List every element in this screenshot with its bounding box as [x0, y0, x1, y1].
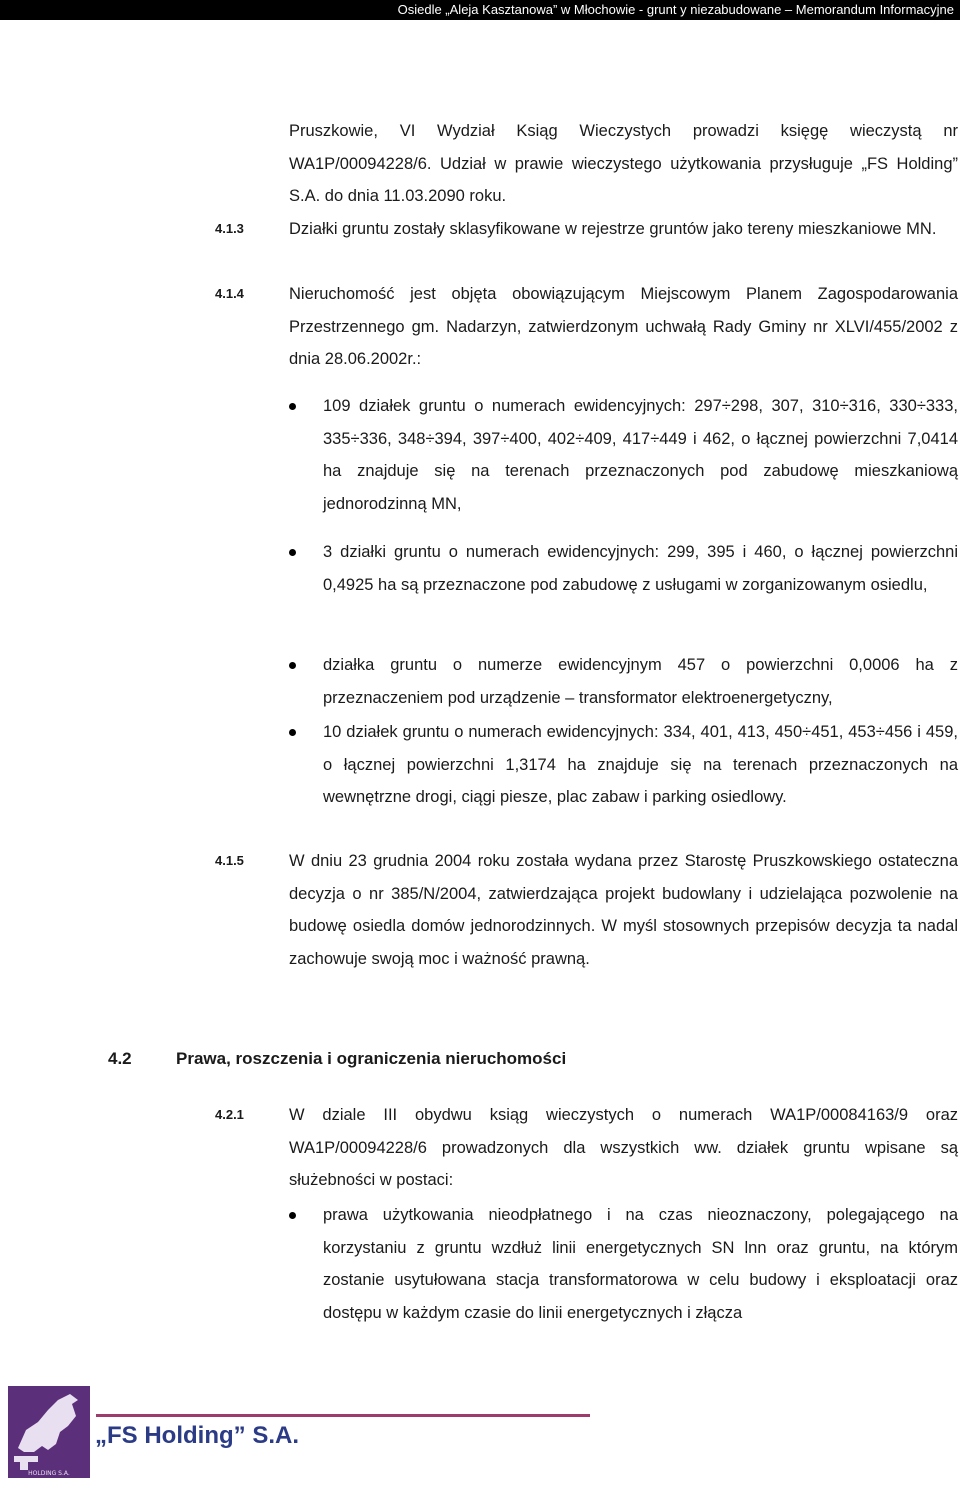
list-item-text: działka gruntu o numerze ewidencyjnym 457 o powierzchni 0,0006 ha z przeznaczeniem pod urządzenie – transformator elektroenergetyczny,	[323, 656, 958, 707]
list-item	[289, 649, 958, 714]
list-item	[289, 716, 958, 814]
section-number-4-2-1: 4.2.1	[215, 1107, 244, 1122]
bullet-icon	[289, 729, 296, 736]
section-number-4-1-5: 4.1.5	[215, 853, 244, 868]
bull-logo-icon	[8, 1386, 90, 1478]
paragraph-4-2-1: W dziale III obydwu ksiąg wieczystych o numerach WA1P/00084163/9 oraz WA1P/00094228/6 prowadzonych dla wszystkich ww. działek gruntu wpisane są służebności w postaci:	[289, 1106, 958, 1190]
page-header	[0, 0, 960, 20]
list-item	[289, 536, 958, 601]
section-number-4-1-3: 4.1.3	[215, 221, 244, 236]
section-number-4-1-4: 4.1.4	[215, 286, 244, 301]
header-title: Osiedle „Aleja Kasztanowa” w Młochowie - grunt y niezabudowane – Memorandum Informacyjne	[397, 2, 954, 17]
section-number-4-2: 4.2	[108, 1049, 132, 1068]
list-item-text: 109 działek gruntu o numerach ewidencyjnych: 297÷298, 307, 310÷316, 330÷333, 335÷336, 348÷394, 397÷400, 402÷409, 417÷449 i 462, o łącznej powierzchni 7,0414 ha znajduje się na terenach przeznaczonych pod zabudowę mieszkaniową jednorodzinną MN,	[323, 397, 958, 513]
section-heading-4-2: Prawa, roszczenia i ograniczenia nieruchomości	[176, 1049, 567, 1068]
bullet-icon	[289, 662, 296, 669]
list-item-text: prawa użytkowania nieodpłatnego i na czas nieoznaczony, polegającego na korzystaniu z gruntu wzdłuż linii energetycznych SN lnn oraz gruntu, na którym zostanie usytułowana stacja transformatorowa w celu budowy i eksploatacji oraz dostępu w każdym czasie do linii energetycznych i złącza	[323, 1206, 958, 1322]
list-item-text: 3 działki gruntu o numerach ewidencyjnych: 299, 395 i 460, o łącznej powierzchni 0,4925 ha są przeznaczone pod zabudowę z usługami w zorganizowanym osiedlu,	[323, 543, 958, 594]
list-item-text: 10 działek gruntu o numerach ewidencyjnych: 334, 401, 413, 450÷451, 453÷456 i 459, o łącznej powierzchni 1,3174 ha znajduje się na terenach przeznaczonych na wewnętrzne drogi, ciągi piesze, plac zabaw i parking osiedlowy.	[323, 723, 958, 807]
paragraph-4-1-5: W dniu 23 grudnia 2004 roku została wydana przez Starostę Pruszkowskiego ostateczna decyzja o nr 385/N/2004, zatwierdzająca projekt budowlany i udzielająca pozwolenie na budowę osiedla domów jednorodzinnych. W myśl stosownych przepisów decyzja ta nadal zachowuje swoją moc i ważność prawną.	[289, 852, 958, 968]
logo-caption: HOLDING S.A.	[28, 1470, 70, 1477]
continued-paragraph: Pruszkowie, VI Wydział Ksiąg Wieczystych prowadzi księgę wieczystą nr WA1P/00094228/6. Udział w prawie wieczystego użytkowania przysługuje „FS Holding” S.A. do dnia 11.03.2090 roku.	[289, 122, 958, 206]
footer-brand-name: „FS Holding” S.A.	[95, 1422, 299, 1449]
list-item	[289, 390, 958, 520]
footer-divider	[96, 1414, 590, 1417]
paragraph-4-1-3: Działki gruntu zostały sklasyfikowane w rejestrze gruntów jako tereny mieszkaniowe MN.	[289, 220, 937, 238]
list-item	[289, 1199, 958, 1329]
bullet-icon	[289, 549, 296, 556]
paragraph-4-1-4: Nieruchomość jest objęta obowiązującym Miejscowym Planem Zagospodarowania Przestrzennego gm. Nadarzyn, zatwierdzonym uchwałą Rady Gminy nr XLVI/455/2002 z dnia 28.06.2002r.:	[289, 285, 958, 369]
bullet-icon	[289, 403, 296, 410]
bullet-icon	[289, 1212, 296, 1219]
company-logo	[8, 1386, 90, 1483]
